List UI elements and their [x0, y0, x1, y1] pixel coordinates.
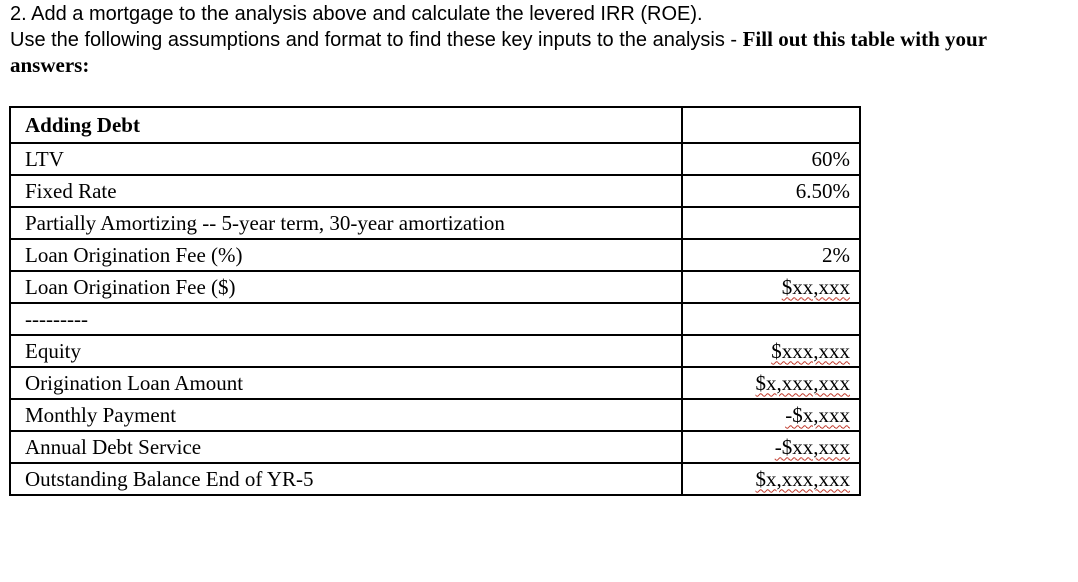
row-label: Partially Amortizing -- 5-year term, 30-year amortization: [10, 207, 682, 239]
row-value: [682, 303, 860, 335]
answer-placeholder: $x,xxx,xxx: [755, 370, 850, 395]
table-header-value: [682, 107, 860, 143]
row-label: Origination Loan Amount: [10, 367, 682, 399]
question-line-2: [10, 27, 1070, 78]
table-header-label: Adding Debt: [10, 107, 682, 143]
answer-placeholder: $xxx,xxx: [771, 338, 850, 363]
table-row: [10, 207, 860, 239]
row-value: 2%: [682, 239, 860, 271]
row-value: [682, 271, 860, 303]
table-row: [10, 335, 860, 367]
row-value: 60%: [682, 143, 860, 175]
row-label: LTV: [10, 143, 682, 175]
table-row: [10, 239, 860, 271]
row-label: Monthly Payment: [10, 399, 682, 431]
row-value: [682, 367, 860, 399]
table-row: [10, 271, 860, 303]
row-value: [682, 335, 860, 367]
row-value: [682, 463, 860, 495]
row-label: Fixed Rate: [10, 175, 682, 207]
row-label: Annual Debt Service: [10, 431, 682, 463]
answer-placeholder: $x,xxx,xxx: [755, 466, 850, 491]
answer-placeholder: $xx,xxx: [781, 274, 850, 299]
row-value: 6.50%: [682, 175, 860, 207]
answer-placeholder: -$xx,xxx: [774, 434, 850, 459]
table-row: [10, 367, 860, 399]
answer-placeholder: -$x,xxx: [785, 402, 850, 427]
row-label: Outstanding Balance End of YR-5: [10, 463, 682, 495]
table-row: [10, 463, 860, 495]
adding-debt-table: [9, 106, 861, 496]
row-label: Loan Origination Fee (%): [10, 239, 682, 271]
question-line-1: 2. Add a mortgage to the analysis above and calculate the levered IRR (ROE).: [10, 3, 703, 25]
table-header-row: [10, 107, 860, 143]
question-text: [10, 2, 1070, 78]
table-row: [10, 175, 860, 207]
row-value: [682, 207, 860, 239]
question-line-2-prefix: Use the following assumptions and format to find these key inputs to the analysis -: [10, 29, 743, 51]
row-label: ---------: [10, 303, 682, 335]
table-row: [10, 303, 860, 335]
row-value: [682, 431, 860, 463]
row-label: Equity: [10, 335, 682, 367]
table-row: [10, 399, 860, 431]
row-value: [682, 399, 860, 431]
table-row: [10, 143, 860, 175]
question-line-2-bold: Fill out this table with your answers:: [10, 27, 987, 77]
row-label: Loan Origination Fee ($): [10, 271, 682, 303]
table-row: [10, 431, 860, 463]
